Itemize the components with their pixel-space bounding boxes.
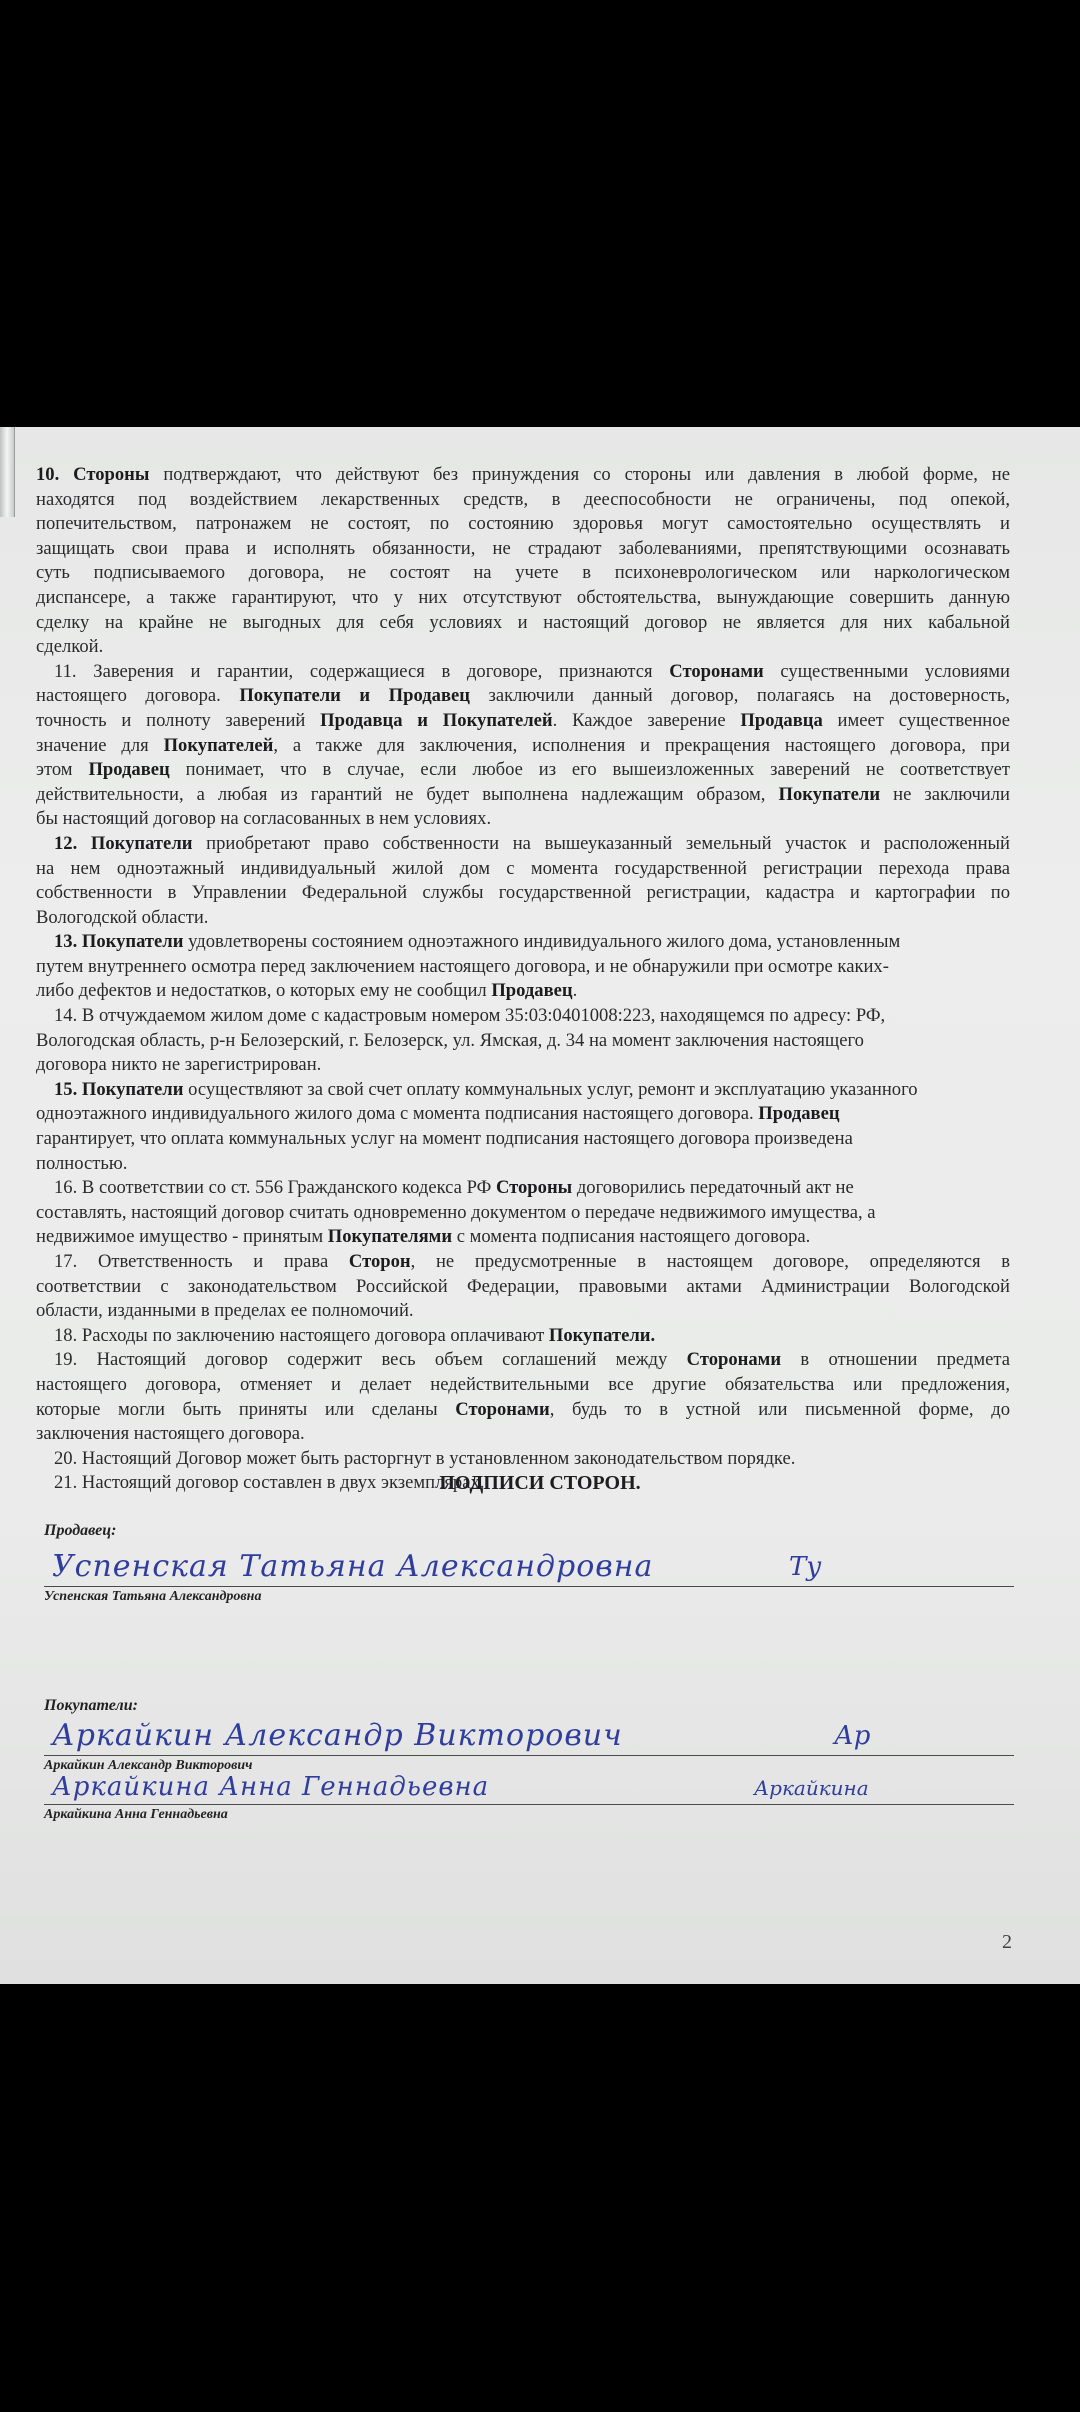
text-line — [36, 1275, 1010, 1300]
bold-term: Продавец — [88, 759, 170, 781]
text-line — [36, 1422, 1010, 1447]
text-run: Вологодская область, р-н Белозерский, г. Белозерск, ул. Ямская, д. 34 на момент заключения настоящего — [36, 1029, 864, 1051]
text-run: 11. Заверения и гарантии, содержащиеся в договоре, признаются — [54, 660, 670, 682]
paper-edge — [0, 427, 15, 517]
text-run: либо дефектов и недостатков, о которых ему не сообщил — [36, 980, 492, 1002]
buyer1-handwritten-name: Аркайкин Александр Викторович — [52, 1718, 623, 1753]
text-run: заключили данный договор, полагаясь на достоверность, — [469, 685, 1010, 707]
page-number: 2 — [1002, 1931, 1012, 1953]
text-run: гарантирует, что оплата коммунальных услуг на момент подписания настоящего договора произведена — [36, 1128, 853, 1150]
text-line — [36, 955, 1010, 980]
text-run: суть подписываемого договора, не состоят на учете в психоневрологическом или наркологическом — [36, 562, 1010, 584]
text-run: 18. Расходы по заключению настоящего договора оплачивают — [54, 1324, 549, 1346]
text-run: договорились передаточный акт не — [572, 1177, 854, 1199]
text-line — [36, 1299, 1010, 1324]
text-run: , а также для заключения, исполнения и прекращения настоящего договора, при — [273, 734, 1011, 756]
text-run: сделку на крайне не выгодных для себя условиях и настоящий договор не является для них кабальной — [36, 611, 1010, 633]
text-run: диспансере, а также гарантируют, что у них отсутствуют обстоятельства, вынуждающие совершить данную — [36, 586, 1010, 608]
text-run: находятся под воздействием лекарственных средств, в дееспособности не ограничены, под опекой, — [36, 488, 1010, 510]
bold-term: Сторонами — [686, 1349, 782, 1371]
bold-term: Покупатели и Продавец — [239, 685, 470, 707]
text-run: на нем одноэтажный индивидуальный жилой дом с момента государственной регистрации перехода права — [36, 857, 1010, 879]
text-run: настоящего договора, отменяет и делает недействительными все другие обязательства или предложения, — [36, 1373, 1010, 1395]
text-line — [36, 1004, 1010, 1029]
text-line — [36, 807, 1010, 832]
buyers-label: Покупатели: — [44, 1697, 138, 1714]
bold-term: Покупателями — [327, 1226, 453, 1248]
bold-term: Сторонами — [669, 660, 764, 682]
text-run: 19. Настоящий договор содержит весь объем соглашений между — [54, 1349, 687, 1371]
text-run: 20. Настоящий Договор может быть расторгнут в установленном законодательством порядке. — [54, 1447, 796, 1469]
text-line — [36, 512, 1010, 537]
buyer1-name: Аркайкин Александр Викторович — [44, 1758, 253, 1773]
text-run: одноэтажного индивидуального жилого дома с момента подписания настоящего договора. — [36, 1103, 759, 1125]
text-run: точность и полноту заверений — [36, 709, 321, 731]
text-run: Вологодской области. — [36, 906, 209, 928]
seller-signature-block — [44, 1522, 1014, 1605]
text-run: осуществляют за свой счет оплату коммунальных услуг, ремонт и эксплуатацию указанного — [183, 1078, 918, 1100]
text-run: с момента подписания настоящего договора. — [452, 1226, 811, 1248]
text-line — [36, 1102, 1010, 1127]
seller-name: Успенская Татьяна Александровна — [44, 1589, 262, 1604]
text-line — [36, 611, 1010, 636]
seller-label: Продавец: — [44, 1522, 117, 1539]
text-run: путем внутреннего осмотра перед заключением настоящего договора, и не обнаружили при осмотре каких- — [36, 955, 889, 977]
text-run: договора никто не зарегистрирован. — [36, 1054, 322, 1076]
text-run: приобретают право собственности на вышеуказанный земельный участок и расположенный — [192, 832, 1010, 854]
text-line — [36, 783, 1010, 808]
text-line — [36, 635, 1010, 660]
text-line — [36, 734, 1010, 759]
text-line — [36, 979, 1010, 1004]
bold-term: Сторон — [348, 1251, 411, 1272]
text-run: не заключили — [880, 783, 1010, 805]
text-run: заключения настоящего договора. — [36, 1423, 305, 1445]
text-line — [36, 857, 1010, 882]
bold-term: Продавца и Покупателей — [320, 709, 553, 731]
text-run: настоящего договора. — [36, 685, 240, 707]
bold-term: Покупатели. — [548, 1324, 656, 1346]
text-line — [36, 1152, 1010, 1177]
bold-term: Продавец — [758, 1103, 840, 1125]
text-run: 16. В соответствии со ст. 556 Гражданского кодекса РФ — [54, 1177, 496, 1199]
text-run: полностью. — [36, 1152, 128, 1174]
contract-text — [36, 463, 1010, 1496]
text-run: 17. Ответственность и права — [54, 1251, 349, 1272]
text-line — [36, 709, 1010, 734]
text-run: области, изданными в пределах ее полномочий. — [36, 1300, 414, 1322]
bold-term: Покупателей — [163, 734, 274, 756]
text-line — [36, 561, 1010, 586]
bold-term: Сторонами — [455, 1398, 550, 1420]
text-line — [36, 832, 1010, 857]
text-run: этом — [36, 759, 89, 781]
bold-term: 12. Покупатели — [54, 832, 193, 854]
text-line — [36, 1201, 1010, 1226]
text-run: , будь то в устной или письменной форме, до — [549, 1398, 1010, 1420]
text-run: в отношении предмета — [781, 1349, 1010, 1371]
text-line — [36, 1447, 1010, 1472]
text-run: существенными условиями — [763, 660, 1010, 682]
text-run: попечительством, патронажем не состоят, по состоянию здоровья могут самостоятельно осуществлять и — [36, 513, 1010, 535]
text-line — [36, 463, 1010, 488]
text-run: собственности в Управлении Федеральной службы государственной регистрации, кадастра и картографии по — [36, 882, 1010, 904]
text-line — [36, 684, 1010, 709]
bold-term: Продавца — [740, 709, 823, 731]
text-line — [36, 1225, 1010, 1250]
text-run: защищать свои права и исполнять обязанности, не страдают заболеваниями, препятствующими осознавать — [36, 537, 1010, 559]
text-run: составлять, настоящий договор считать одновременно документом о передаче недвижимого имущества, а — [36, 1201, 876, 1223]
text-line — [36, 930, 1010, 955]
text-run: сделкой. — [36, 636, 104, 658]
text-run: 21. Настоящий договор составлен в двух экземплярах. — [54, 1472, 485, 1494]
seller-signature-mark: Ту — [789, 1552, 822, 1582]
text-run: подтверждают, что действуют без принуждения со стороны или давления в любой форме, не — [149, 464, 1010, 485]
buyer2-signature-mark: Аркайкина — [754, 1776, 869, 1800]
text-run: бы настоящий договор на согласованных в нем условиях. — [36, 808, 492, 830]
text-run: недвижимое имущество - принятым — [36, 1226, 328, 1248]
text-line — [36, 488, 1010, 513]
signatures-title: ПОДПИСИ СТОРОН. — [439, 1472, 641, 1494]
text-line — [36, 1398, 1010, 1423]
text-run: удовлетворены состоянием одноэтажного индивидуального жилого дома, установленным — [183, 931, 901, 953]
text-run: значение для — [36, 734, 164, 756]
text-run: , не предусмотренные в настоящем договоре, определяются в — [410, 1251, 1010, 1272]
seller-signature-line — [44, 1540, 1014, 1587]
buyer2-signature-line — [44, 1774, 1014, 1805]
text-run: . — [572, 980, 578, 1002]
text-line — [36, 1373, 1010, 1398]
bold-term: Стороны — [495, 1177, 573, 1199]
buyer2-name: Аркайкина Анна Геннадьевна — [44, 1807, 228, 1822]
text-line — [36, 537, 1010, 562]
bold-term: 13. Покупатели — [54, 931, 184, 953]
text-run: . Каждое заверение — [552, 709, 741, 731]
text-run: соответствии с законодательством Российской Федерации, правовыми актами Администрации Вологодской — [36, 1275, 1010, 1297]
text-line — [36, 1029, 1010, 1054]
text-line — [36, 906, 1010, 931]
text-line — [36, 758, 1010, 783]
buyer1-signature-line — [44, 1715, 1014, 1756]
bold-term: Покупатели — [778, 783, 881, 805]
text-run: 14. В отчуждаемом жилом доме с кадастровым номером 35:03:0401008:223, находящемся по адресу: РФ, — [54, 1005, 886, 1027]
text-run: имеет существенное — [822, 709, 1011, 731]
seller-handwritten-name: Успенская Татьяна Александровна — [52, 1549, 654, 1584]
text-run: которые могли быть приняты или сделаны — [36, 1398, 456, 1420]
bold-term: 15. Покупатели — [54, 1078, 184, 1100]
text-line — [36, 1127, 1010, 1152]
text-line — [36, 1176, 1010, 1201]
text-line — [36, 1348, 1010, 1373]
text-line — [36, 660, 1010, 685]
buyers-signature-block — [44, 1697, 1014, 1823]
text-line — [36, 1053, 1010, 1078]
text-run: понимает, что в случае, если любое из его вышеизложенных заверений не соответствует — [169, 759, 1010, 781]
bold-term: 10. Стороны — [36, 464, 150, 485]
text-line — [36, 881, 1010, 906]
text-run: действительности, а любая из гарантий не будет выполнена надлежащим образом, — [36, 783, 779, 805]
text-line — [36, 586, 1010, 611]
text-line — [36, 1324, 1010, 1349]
text-line — [36, 1250, 1010, 1275]
bold-term: Продавец — [491, 980, 573, 1002]
buyer2-handwritten-name: Аркайкина Анна Геннадьевна — [52, 1772, 490, 1802]
document-page — [0, 427, 1080, 1984]
text-line — [36, 1078, 1010, 1103]
buyer1-signature-mark: Ар — [834, 1721, 871, 1751]
